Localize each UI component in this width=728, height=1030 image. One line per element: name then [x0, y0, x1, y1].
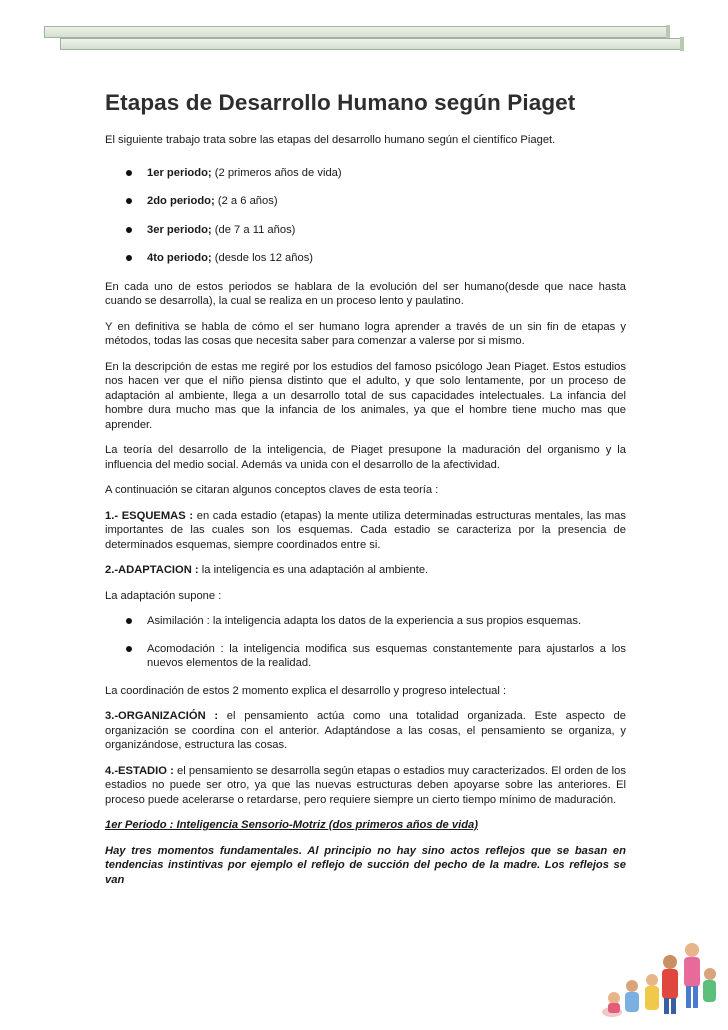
concept-label: 3.-ORGANIZACIÓN :	[105, 710, 219, 722]
header-decoration-bar-top	[44, 26, 668, 38]
paragraph-evolution: En cada uno de estos periodos se hablara de la evolución del ser humano(desde que nace hasta cuando se desarrolla), la cual se realiza en un proceso lento y paulatino.	[105, 280, 626, 307]
concept-organizacion	[105, 709, 626, 753]
concept-text: el pensamiento actúa como una totalidad organizada. Este aspecto de organización se coordina con el anterior. Adaptándose a las cosas, el pensamiento se organiza, y organizándose, estructura las cosas.	[105, 710, 626, 751]
concept-esquemas	[105, 509, 626, 553]
paragraph-key-concepts: A continuación se citaran algunos conceptos claves de esta teoría :	[105, 484, 439, 496]
concept-label: 4.-ESTADIO :	[105, 764, 174, 777]
adaptation-item: Asimilación : la inteligencia adapta los datos de la experiencia a sus propios esquemas.	[105, 614, 626, 629]
period-item	[105, 194, 626, 209]
concept-text: la inteligencia es una adaptación al ambiente.	[198, 564, 429, 576]
concept-label: 1.- ESQUEMAS :	[105, 509, 194, 522]
period-item	[105, 223, 626, 238]
children-illustration	[600, 940, 718, 1020]
intro-paragraph: El siguiente trabajo trata sobre las etapas del desarrollo humano según el científico Piaget.	[105, 134, 556, 146]
period-detail: (2 a 6 años)	[214, 195, 278, 207]
period-label: 2do periodo;	[147, 195, 215, 207]
coordination-paragraph: La coordinación de estos 2 momento explica el desarrollo y progreso intelectual :	[105, 684, 507, 697]
period-item	[105, 166, 626, 181]
adaptation-intro: La adaptación supone :	[105, 589, 222, 602]
document-title: Etapas de Desarrollo Humano según Piaget	[105, 90, 576, 115]
paragraph-piaget-studies: En la descripción de estas me regiré por los estudios del famoso psicólogo Jean Piaget. Estos estudios nos hacen ver que el niño piensa distinto que el adulto, y que solo lentamente, por un proceso de adaptación al ambiente, llega a un desarrollo total de sus capacidades intelectuales. La infancia del hombre dura mucho mas que la infancia de los animales, ya que el hombre tiene mucho mas que aprender.	[105, 360, 626, 431]
period-label: 3er periodo;	[147, 223, 212, 236]
paragraph-learning: Y en definitiva se habla de cómo el ser humano logra aprender a través de un sin fin de etapas y métodos, todas las cosas que necesita saber para comenzar a valerse por si mismo.	[105, 320, 626, 347]
periods-list	[105, 166, 626, 266]
concept-estadio	[105, 764, 626, 808]
period-label: 1er periodo;	[147, 166, 212, 179]
period-detail: (de 7 a 11 años)	[211, 223, 296, 236]
period-item	[105, 251, 626, 266]
concept-text: en cada estadio (etapas) la mente utiliza determinadas estructuras mentales, las mas importantes de las cuales son los esquemas. Cada estadio se caracteriza por la presencia de determinados esquemas, siempre coordinados entre si.	[105, 509, 626, 551]
adaptation-list	[105, 614, 626, 671]
section-title: 1er Periodo : Inteligencia Sensorio-Motriz (dos primeros años de vida)	[105, 819, 478, 831]
concept-label: 2.-ADAPTACION :	[105, 564, 199, 576]
period-detail: (desde los 12 años)	[211, 252, 314, 264]
concept-adaptacion	[105, 563, 626, 578]
header-decoration-bar-bottom	[60, 38, 682, 50]
concept-text: el pensamiento se desarrolla según etapas o estadios muy caracterizados. El orden de los estadios no puede ser otro, ya que las nuevas estructuras deben apoyarse sobre las anteriores. El proceso puede acelerarse o retardarse, pero requiere siempre un cierto tiempo mínimo de maduración.	[105, 764, 626, 806]
adaptation-item: Acomodación : la inteligencia modifica sus esquemas constantemente para ajustarlos a los nuevos elementos de la realidad.	[105, 642, 626, 671]
document-body	[105, 90, 626, 898]
period-label: 4to periodo;	[147, 252, 212, 264]
section-paragraph: Hay tres momentos fundamentales. Al principio no hay sino actos reflejos que se basan en tendencias instintivas por ejemplo el reflejo de succión del pecho de la madre. Los reflejos se van	[105, 844, 626, 886]
period-detail: (2 primeros años de vida)	[211, 166, 342, 179]
paragraph-theory: La teoría del desarrollo de la inteligencia, de Piaget presupone la maduración del organismo y la influencia del medio social. Además va unida con el desarrollo de la afectividad.	[105, 444, 626, 471]
